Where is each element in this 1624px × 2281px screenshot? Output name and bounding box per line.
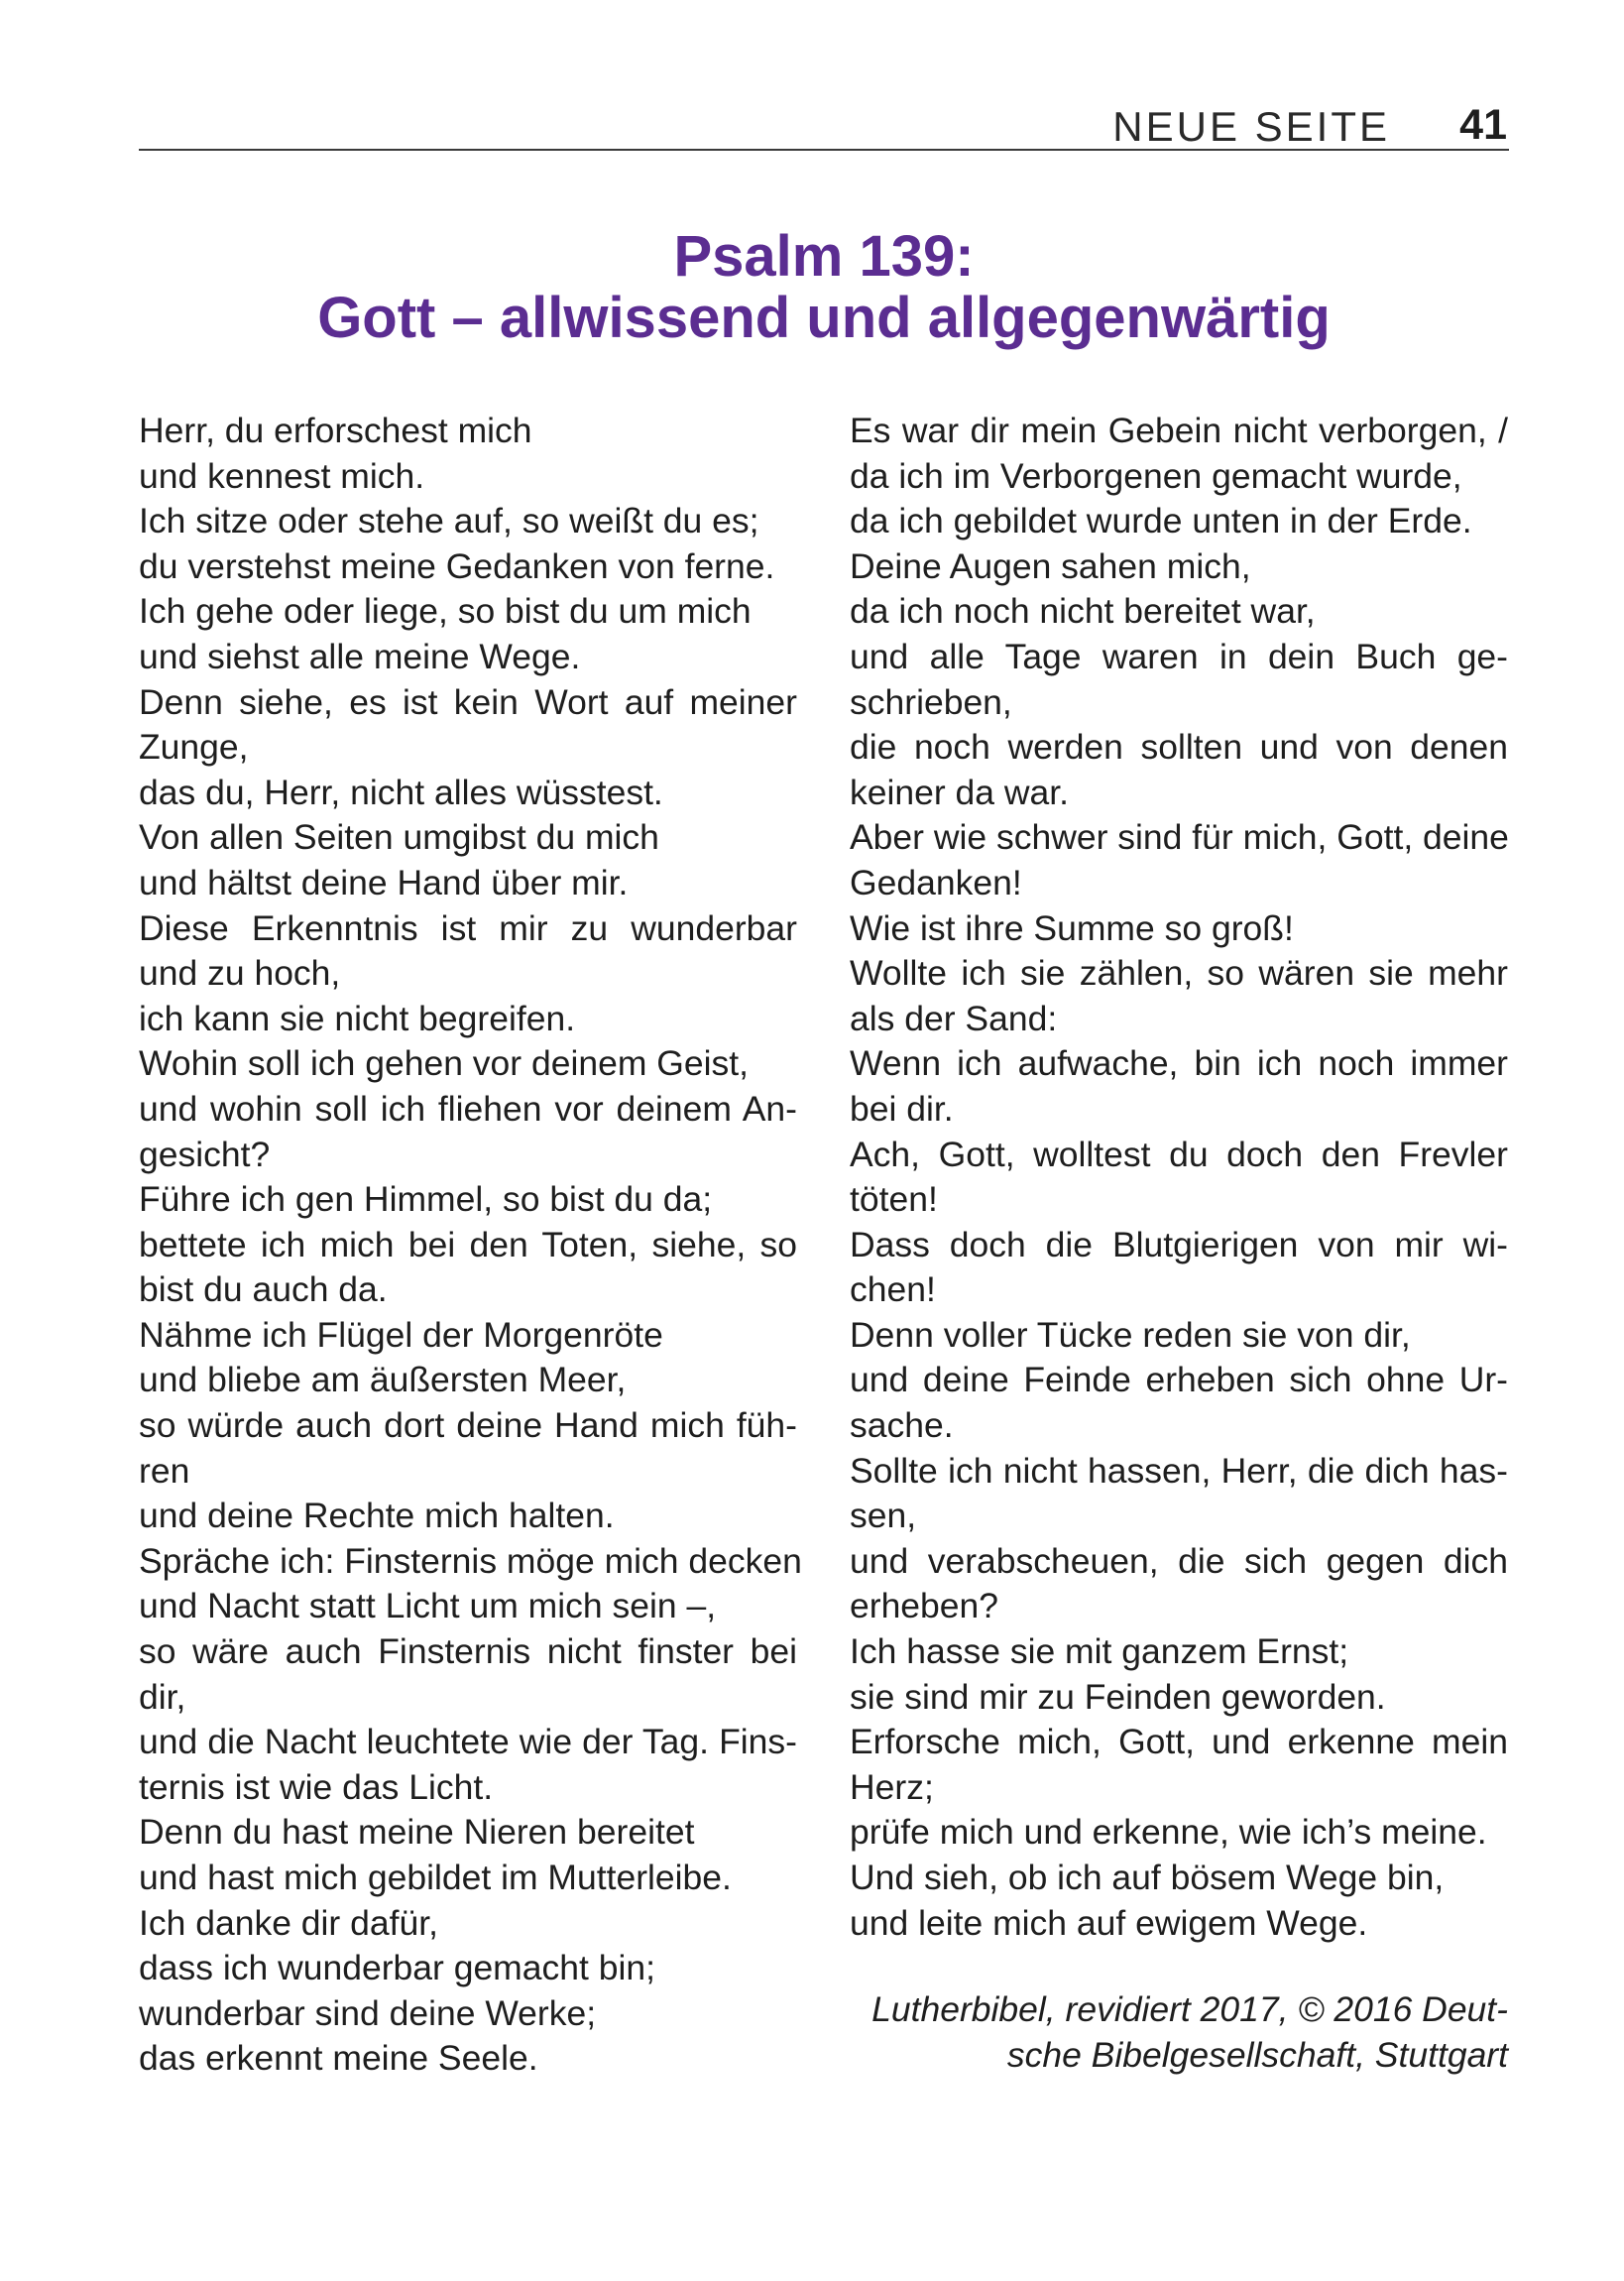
running-header bbox=[139, 95, 1507, 155]
title-line-2: Gott – allwissend und allgegenwärtig bbox=[317, 286, 1331, 350]
verse-line: Denn du hast meine Nieren bereitet bbox=[139, 1812, 695, 1853]
verse-line: Spräche ich: Finsternis möge mich decken bbox=[139, 1540, 802, 1581]
verse-line: Aber wie schwer sind für mich, Gott, deine bbox=[850, 817, 1509, 858]
verse-line: da ich gebildet wurde unten in der Erde. bbox=[850, 501, 1472, 541]
verse-line: du verstehst meine Gedanken von ferne. bbox=[139, 545, 775, 586]
verse-line: Wie ist ihre Summe so groß! bbox=[850, 907, 1294, 948]
verse-line: und deine Rechte mich halten. bbox=[139, 1496, 615, 1536]
verse-line: und zu hoch, bbox=[139, 953, 341, 994]
right-column bbox=[850, 409, 1508, 1946]
verse-line: Diese Erkenntnis ist mir zu wunderbar bbox=[139, 907, 797, 948]
verse-line: ich kann sie nicht begreifen. bbox=[139, 998, 576, 1038]
psalm-title bbox=[139, 226, 1509, 349]
verse-line: und Nacht statt Licht um mich sein –, bbox=[139, 1586, 717, 1626]
verse-line: Ich sitze oder stehe auf, so weißt du es; bbox=[139, 501, 759, 541]
verse-line: Wollte ich sie zählen, so wären sie mehr bbox=[850, 953, 1508, 994]
verse-line: Ach, Gott, wolltest du doch den Frevler bbox=[850, 1134, 1508, 1174]
verse-line: und deine Feinde erheben sich ohne Ur- bbox=[850, 1360, 1508, 1400]
verse-line: Denn siehe, es ist kein Wort auf meiner bbox=[139, 681, 797, 722]
verse-line: ternis ist wie das Licht. bbox=[139, 1766, 494, 1807]
verse-line: und wohin soll ich fliehen vor deinem An- bbox=[139, 1088, 797, 1129]
verse-line: Ich gehe oder liege, so bist du um mich bbox=[139, 591, 752, 632]
verse-line: erheben? bbox=[850, 1586, 999, 1626]
verse-line: dass ich wunderbar gemacht bin; bbox=[139, 1948, 655, 1988]
verse-line: sache. bbox=[850, 1405, 954, 1446]
verse-line: Zunge, bbox=[139, 727, 249, 768]
verse-line: bettete ich mich bei den Toten, siehe, so bbox=[139, 1224, 797, 1264]
verse-line: so würde auch dort deine Hand mich füh- bbox=[139, 1405, 797, 1446]
attribution bbox=[850, 1987, 1508, 2078]
verse-line: und kennest mich. bbox=[139, 455, 425, 496]
header-rule bbox=[139, 149, 1509, 151]
verse-line: Erforsche mich, Gott, und erkenne mein bbox=[850, 1722, 1508, 1762]
verse-line: und siehst alle meine Wege. bbox=[139, 636, 581, 676]
verse-line: keiner da war. bbox=[850, 772, 1070, 812]
verse-line: und bliebe am äußersten Meer, bbox=[139, 1360, 627, 1400]
verse-line: Und sieh, ob ich auf bösem Wege bin, bbox=[850, 1858, 1445, 1897]
verse-line: Deine Augen sahen mich, bbox=[850, 545, 1251, 586]
verse-line: und hältst deine Hand über mir. bbox=[139, 862, 629, 902]
title-line-1: Psalm 139: bbox=[673, 224, 975, 289]
verse-line: schrieben, bbox=[850, 681, 1012, 722]
verse-line: bei dir. bbox=[850, 1088, 954, 1129]
left-column bbox=[139, 409, 802, 2082]
verse-line: chen! bbox=[850, 1269, 936, 1310]
verse-line: Gedanken! bbox=[850, 862, 1022, 902]
verse-line: Ich hasse sie mit ganzem Ernst; bbox=[850, 1631, 1349, 1672]
verse-line: Nähme ich Flügel der Morgenröte bbox=[139, 1314, 663, 1355]
verse-line: da ich noch nicht bereitet war, bbox=[850, 591, 1316, 632]
verse-line: ren bbox=[139, 1450, 190, 1491]
verse-line: sen, bbox=[850, 1496, 917, 1536]
verse-line: Herr, du erforschest mich bbox=[139, 411, 532, 450]
verse-line: Von allen Seiten umgibst du mich bbox=[139, 817, 659, 858]
verse-line: Wohin soll ich gehen vor deinem Geist, bbox=[139, 1043, 749, 1084]
attribution-line-2: sche Bibelgesellschaft, Stuttgart bbox=[1006, 2034, 1508, 2075]
verse-line: Wenn ich aufwache, bin ich noch immer bbox=[850, 1043, 1508, 1084]
verse-line: und verabscheuen, die sich gegen dich bbox=[850, 1540, 1508, 1581]
verse-line: wunderbar sind deine Werke; bbox=[139, 1992, 597, 2033]
verse-line: Es war dir mein Gebein nicht verborgen, / bbox=[850, 411, 1508, 450]
verse-line: Führe ich gen Himmel, so bist du da; bbox=[139, 1179, 713, 1220]
verse-line: Dass doch die Blutgierigen von mir wi- bbox=[850, 1224, 1508, 1264]
verse-line: die noch werden sollten und von denen bbox=[850, 727, 1508, 768]
verse-line: das du, Herr, nicht alles wüsstest. bbox=[139, 772, 663, 812]
verse-line: Sollte ich nicht hassen, Herr, die dich has- bbox=[850, 1450, 1508, 1491]
verse-line: so wäre auch Finsternis nicht finster bei bbox=[139, 1631, 797, 1672]
verse-line: als der Sand: bbox=[850, 998, 1058, 1038]
verse-line: da ich im Verborgenen gemacht wurde, bbox=[850, 455, 1462, 496]
verse-line: gesicht? bbox=[139, 1134, 271, 1174]
verse-line: bist du auch da. bbox=[139, 1269, 388, 1310]
verse-line: töten! bbox=[850, 1179, 938, 1220]
attribution-line-1: Lutherbibel, revidiert 2017, © 2016 Deut- bbox=[871, 1989, 1508, 2029]
verse-line: das erkennt meine Seele. bbox=[139, 2038, 538, 2079]
verse-line: sie sind mir zu Feinden geworden. bbox=[850, 1676, 1386, 1717]
verse-line: Ich danke dir dafür, bbox=[139, 1902, 438, 1943]
verse-line: Herz; bbox=[850, 1766, 934, 1807]
section-label: NEUE SEITE bbox=[1112, 103, 1390, 150]
verse-line: und die Nacht leuchtete wie der Tag. Fins- bbox=[139, 1722, 797, 1762]
verse-line: und hast mich gebildet im Mutterleibe. bbox=[139, 1858, 732, 1897]
page-number: 41 bbox=[1459, 101, 1507, 149]
verse-line: und leite mich auf ewigem Wege. bbox=[850, 1902, 1368, 1943]
verse-line: prüfe mich und erkenne, wie ich’s meine. bbox=[850, 1812, 1487, 1853]
verse-line: dir, bbox=[139, 1676, 186, 1717]
verse-line: und alle Tage waren in dein Buch ge- bbox=[850, 636, 1508, 676]
verse-line: Denn voller Tücke reden sie von dir, bbox=[850, 1314, 1411, 1355]
